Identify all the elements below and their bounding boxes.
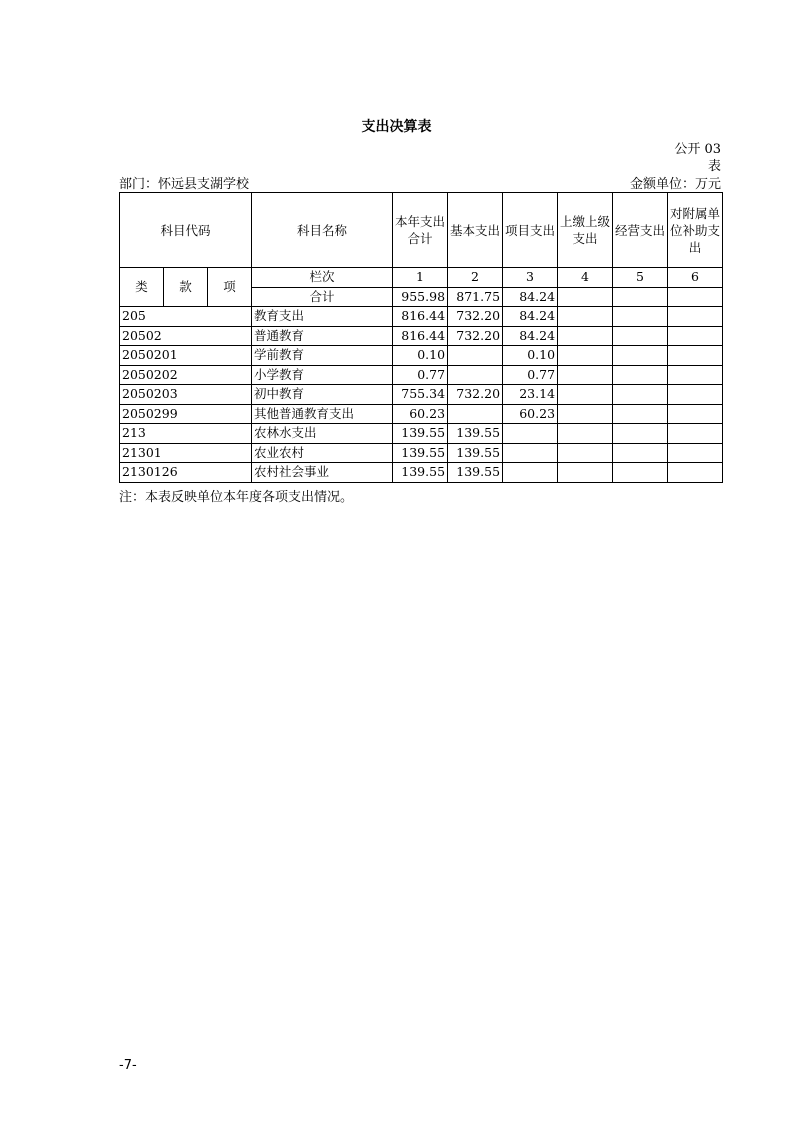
page-number: -7- [119, 1058, 137, 1073]
header-subject-code: 科目代码 [120, 193, 252, 268]
row-code: 2130126 [120, 463, 252, 483]
row-upper [558, 463, 613, 483]
row-code: 2050299 [120, 404, 252, 424]
summary-upper [558, 287, 613, 307]
row-project: 0.10 [503, 346, 558, 366]
row-upper [558, 404, 613, 424]
row-project [503, 424, 558, 444]
row-code: 20502 [120, 326, 252, 346]
row-name: 初中教育 [252, 385, 393, 405]
table-row [120, 385, 723, 405]
row-project: 84.24 [503, 307, 558, 327]
row-business [613, 463, 668, 483]
row-basic: 139.55 [448, 443, 503, 463]
summary-business [613, 287, 668, 307]
row-upper [558, 443, 613, 463]
row-subsidy [668, 307, 723, 327]
row-project [503, 463, 558, 483]
table-row [120, 326, 723, 346]
row-name: 学前教育 [252, 346, 393, 366]
table-row [120, 463, 723, 483]
amount-unit-label: 金额单位：万元 [629, 177, 721, 192]
row-total: 139.55 [393, 463, 448, 483]
row-upper [558, 326, 613, 346]
table-row [120, 424, 723, 444]
header-subsidy: 对附属单位补助支出 [668, 193, 723, 268]
table-row [120, 404, 723, 424]
row-basic: 732.20 [448, 385, 503, 405]
row-project: 60.23 [503, 404, 558, 424]
row-total: 60.23 [393, 404, 448, 424]
header-kuan: 款 [164, 268, 208, 307]
row-subsidy [668, 463, 723, 483]
row-business [613, 424, 668, 444]
row-business [613, 404, 668, 424]
row-basic [448, 404, 503, 424]
row-code: 213 [120, 424, 252, 444]
column-index-1: 1 [393, 268, 448, 288]
row-name: 普通教育 [252, 326, 393, 346]
row-code: 2050201 [120, 346, 252, 366]
table-row [120, 443, 723, 463]
header-total: 本年支出合计 [393, 193, 448, 268]
row-project: 84.24 [503, 326, 558, 346]
row-basic: 139.55 [448, 424, 503, 444]
row-business [613, 443, 668, 463]
header-xiang: 项 [208, 268, 252, 307]
column-index-5: 5 [613, 268, 668, 288]
row-total: 816.44 [393, 326, 448, 346]
row-basic [448, 365, 503, 385]
header-lei: 类 [120, 268, 164, 307]
row-subsidy [668, 385, 723, 405]
row-total: 755.34 [393, 385, 448, 405]
header-basic: 基本支出 [448, 193, 503, 268]
row-business [613, 346, 668, 366]
row-upper [558, 385, 613, 405]
row-business [613, 326, 668, 346]
table-row [120, 307, 723, 327]
row-total: 139.55 [393, 443, 448, 463]
row-subsidy [668, 443, 723, 463]
column-index-4: 4 [558, 268, 613, 288]
row-subsidy [668, 346, 723, 366]
table-note: 注：本表反映单位本年度各项支出情况。 [119, 490, 354, 505]
row-code: 2050202 [120, 365, 252, 385]
row-business [613, 365, 668, 385]
row-code: 2050203 [120, 385, 252, 405]
table-row [120, 365, 723, 385]
row-name: 教育支出 [252, 307, 393, 327]
row-project [503, 443, 558, 463]
row-total: 0.77 [393, 365, 448, 385]
row-project: 23.14 [503, 385, 558, 405]
row-subsidy [668, 365, 723, 385]
row-total: 139.55 [393, 424, 448, 444]
row-basic [448, 346, 503, 366]
column-index-2: 2 [448, 268, 503, 288]
row-name: 小学教育 [252, 365, 393, 385]
row-name: 农村社会事业 [252, 463, 393, 483]
row-subsidy [668, 424, 723, 444]
row-name: 农林水支出 [252, 424, 393, 444]
row-basic: 139.55 [448, 463, 503, 483]
row-subsidy [668, 326, 723, 346]
row-name: 其他普通教育支出 [252, 404, 393, 424]
expenditure-table [119, 192, 723, 483]
row-subsidy [668, 404, 723, 424]
header-project: 项目支出 [503, 193, 558, 268]
table-code-line2: 表 [707, 159, 721, 174]
column-index-6: 6 [668, 268, 723, 288]
header-business: 经营支出 [613, 193, 668, 268]
row-code: 205 [120, 307, 252, 327]
summary-basic: 871.75 [448, 287, 503, 307]
row-code: 21301 [120, 443, 252, 463]
row-business [613, 385, 668, 405]
row-upper [558, 365, 613, 385]
summary-subsidy [668, 287, 723, 307]
header-row [120, 193, 723, 268]
row-upper [558, 346, 613, 366]
table-code-line1: 公开 03 [674, 142, 721, 157]
row-basic: 732.20 [448, 326, 503, 346]
header-subject-name: 科目名称 [252, 193, 393, 268]
summary-label: 合计 [252, 287, 393, 307]
column-index-row [120, 268, 723, 288]
row-total: 816.44 [393, 307, 448, 327]
row-name: 农业农村 [252, 443, 393, 463]
row-upper [558, 424, 613, 444]
row-upper [558, 307, 613, 327]
row-business [613, 307, 668, 327]
row-basic: 732.20 [448, 307, 503, 327]
summary-total: 955.98 [393, 287, 448, 307]
page-title: 支出决算表 [361, 119, 432, 135]
header-upper: 上缴上级支出 [558, 193, 613, 268]
row-project: 0.77 [503, 365, 558, 385]
summary-project: 84.24 [503, 287, 558, 307]
row-total: 0.10 [393, 346, 448, 366]
table-row [120, 346, 723, 366]
column-index-3: 3 [503, 268, 558, 288]
department-label: 部门：怀远县支湖学校 [119, 177, 250, 192]
header-lanci: 栏次 [252, 268, 393, 288]
